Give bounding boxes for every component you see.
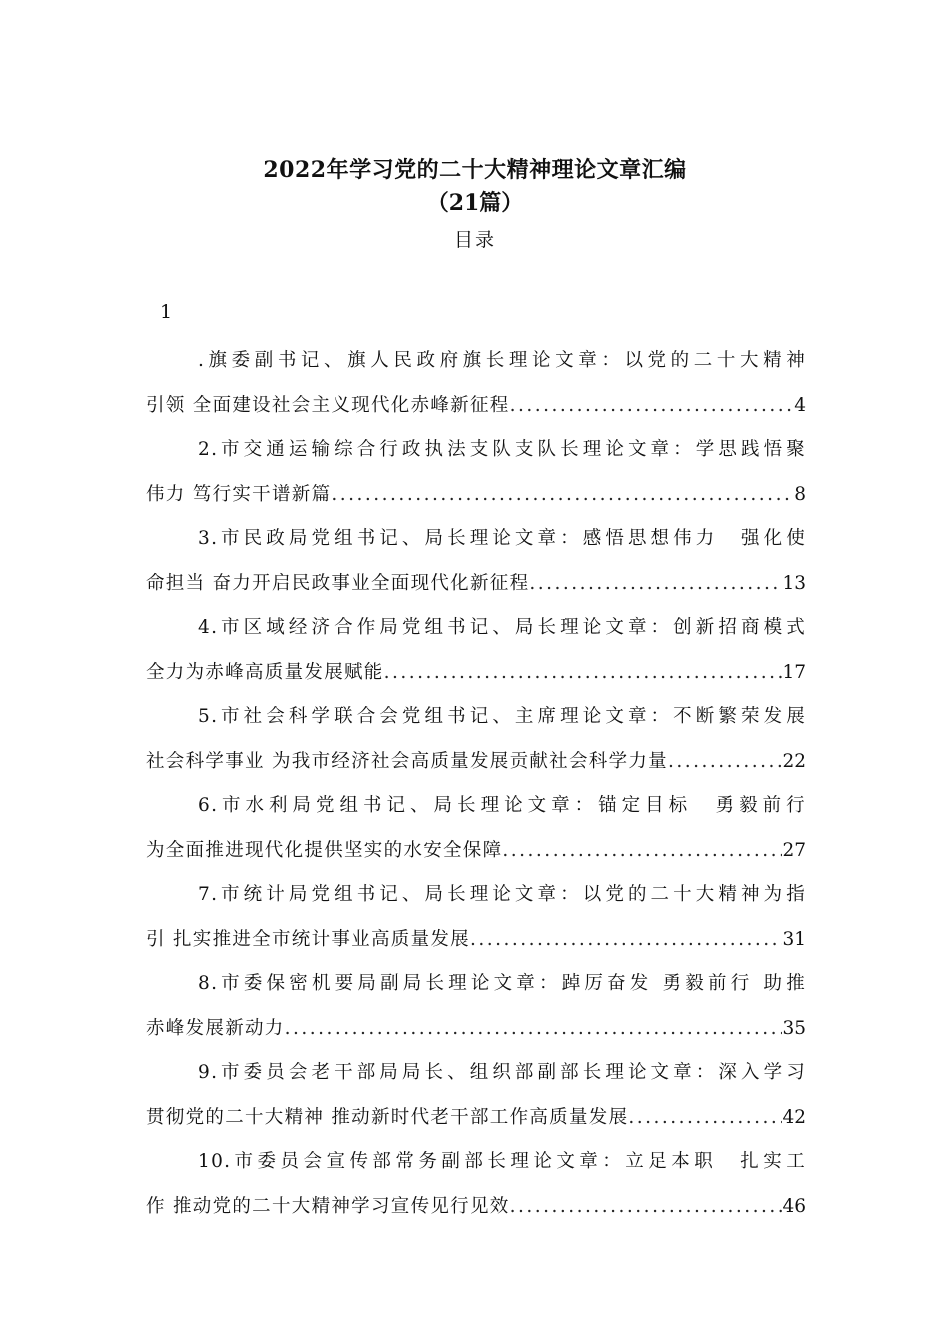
toc-leader-dots [628,1095,782,1140]
toc-entry-title-line2: 赤峰发展新动力 [146,1018,285,1039]
toc-entry-title-line2: 作 推动党的二十大精神学习宣传见行见效 [146,1196,510,1217]
document-title: 2022年学习党的二十大精神理论文章汇编 [263,157,687,183]
toc-leader-dots [384,650,783,695]
toc-entry[interactable] [146,962,806,1051]
toc-entry-page: 13 [782,573,806,594]
toc-leader-dots [502,828,782,873]
toc-entry[interactable] [146,517,806,606]
toc-entry-title-line2: 引领 全面建设社会主义现代化赤峰新征程 [146,395,510,416]
toc-entry[interactable] [146,1140,806,1229]
toc-entry-title-line2: 命担当 奋力开启民政事业全面现代化新征程 [146,573,530,594]
toc-leader-dots [510,1184,783,1229]
document-subtitle: （21篇） [426,190,524,216]
toc-entry[interactable] [146,339,806,428]
toc-entry-title-line1: 4.市区域经济合作局党组书记、局长理论文章：创新招商模式 [198,617,806,638]
toc-entry-page: 42 [782,1107,806,1128]
toc-leader-dots [510,383,795,428]
toc-entry-title-line2: 贯彻党的二十大精神 推动新时代老干部工作高质量发展 [146,1107,629,1128]
toc-entry[interactable] [146,873,806,962]
toc-entry-title-line2: 伟力 笃行实干谱新篇 [146,484,332,505]
toc-entry-title-line2: 为全面推进现代化提供坚实的水安全保障 [146,840,503,861]
toc-entry-page: 17 [782,662,806,683]
toc-entry-title-line1: 3.市民政局党组书记、局长理论文章：感悟思想伟力 强化使 [198,528,806,549]
toc-entry-page: 8 [794,484,806,505]
toc-heading: 目录 [453,229,496,251]
toc-entry-title-line1: .旗委副书记、旗人民政府旗长理论文章：以党的二十大精神 [198,350,806,371]
toc-entry-title-line1: 7.市统计局党组书记、局长理论文章：以党的二十大精神为指 [198,884,806,905]
toc-entry-title-line2: 社会科学事业 为我市经济社会高质量发展贡献社会科学力量 [146,751,668,772]
toc-entry-page: 4 [794,395,806,416]
toc-entry-title-line1: 5.市社会科学联合会党组书记、主席理论文章：不断繁荣发展 [198,706,806,727]
toc-leader-dots [285,1006,783,1051]
toc-entry-page: 35 [782,1018,806,1039]
toc-entry[interactable] [146,695,806,784]
toc-entry-page: 27 [782,840,806,861]
toc-leader-dots [470,917,782,962]
toc-entry-page: 22 [782,751,806,772]
toc-entry-title-line1: 6.市水利局党组书记、局长理论文章：锚定目标 勇毅前行 [198,795,806,816]
toc-entry-title-line1: 10.市委员会宣传部常务副部长理论文章：立足本职 扎实工 [198,1151,806,1172]
toc-leader-dots [668,739,782,784]
toc-entry-title-line2: 全力为赤峰高质量发展赋能 [146,662,384,683]
toc-entry-title-line1: 2.市交通运输综合行政执法支队支队长理论文章：学思践悟聚 [198,439,806,460]
toc-entry-title-line2: 引 扎实推进全市统计事业高质量发展 [146,929,470,950]
toc-leader-dots [331,472,794,517]
toc-entry-page: 31 [782,929,806,950]
toc-entry[interactable] [146,428,806,517]
toc-entry[interactable] [146,606,806,695]
toc-entry[interactable] [146,1051,806,1140]
toc-entry-title-line1: 9.市委员会老干部局局长、组织部副部长理论文章：深入学习 [198,1062,806,1083]
table-of-contents [146,339,806,1229]
toc-entry-title-line1: 8.市委保密机要局副局长理论文章：踔厉奋发 勇毅前行 助推 [198,973,806,994]
toc-leader-dots [529,561,782,606]
toc-entry-page: 46 [782,1196,806,1217]
toc-first-number: 1 [160,301,173,323]
toc-entry[interactable] [146,784,806,873]
